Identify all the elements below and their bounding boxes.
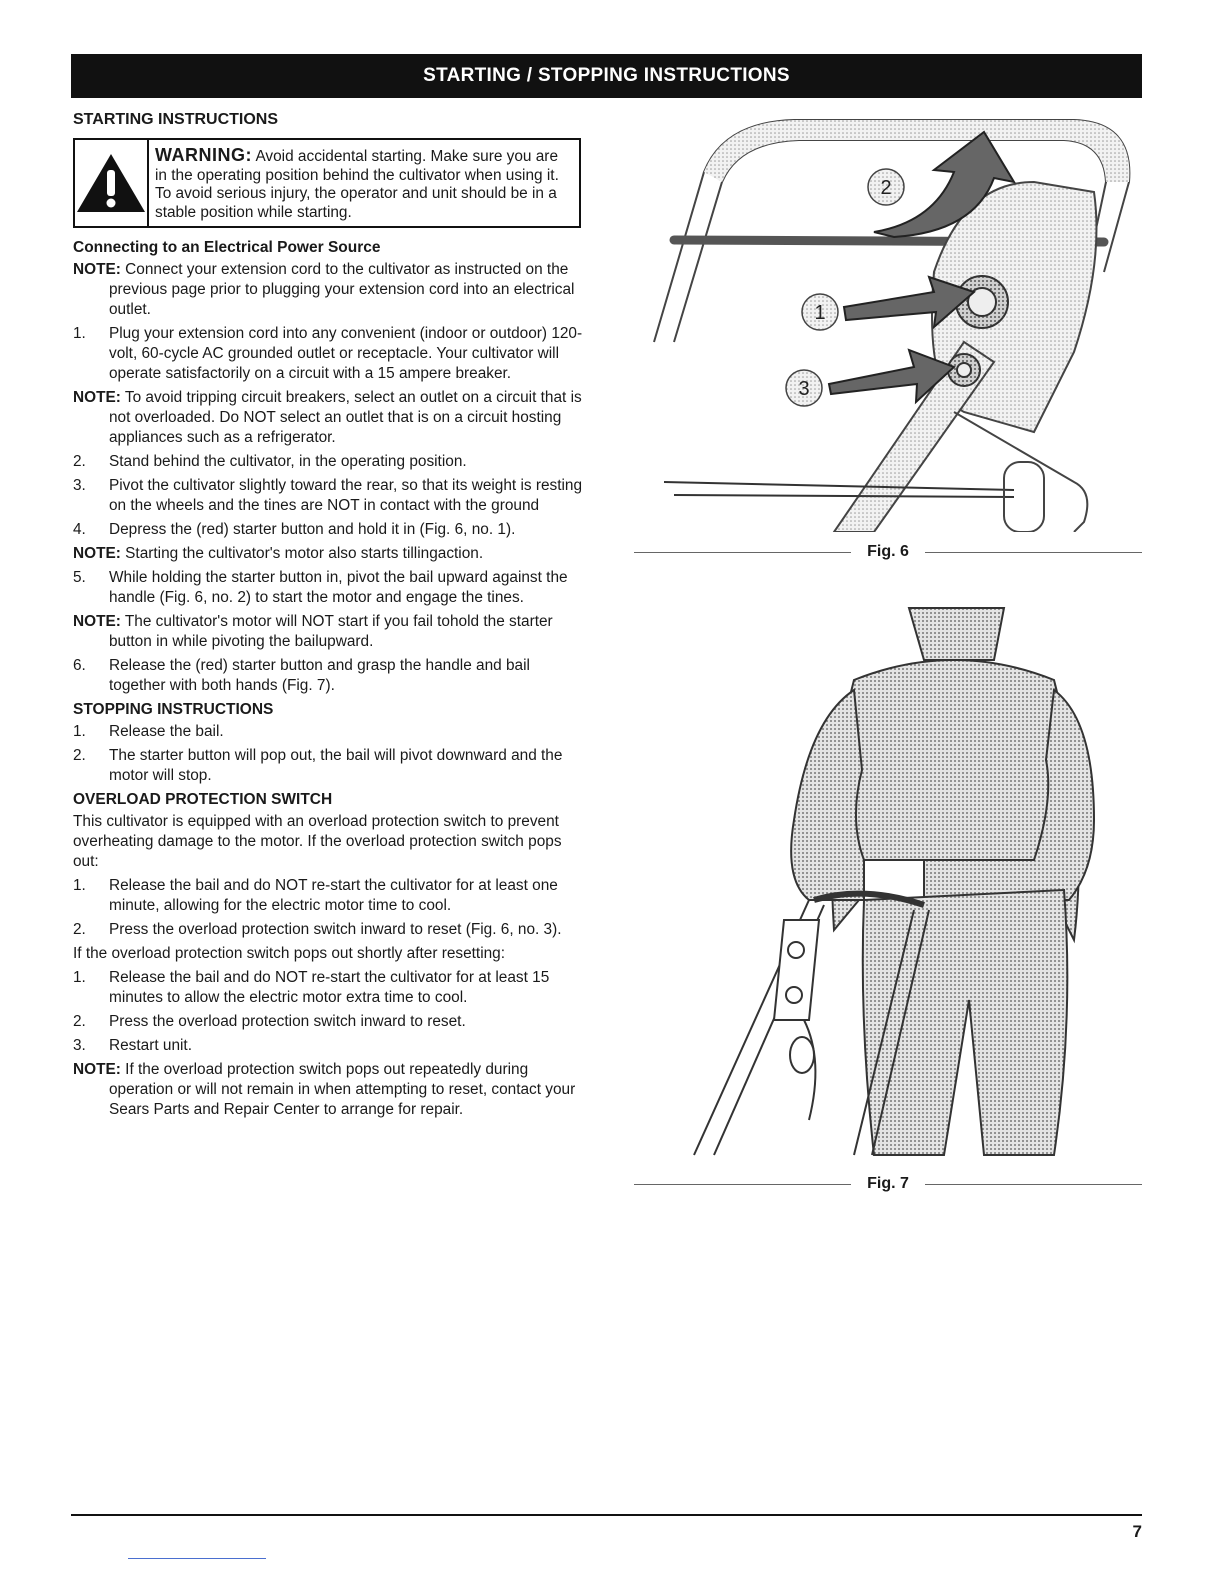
note-1: NOTE: Connect your extension cord to the cultivator as instructed on the previous page prior to plugging your extension cord into an electrical outlet. [73,261,575,318]
note-3: NOTE: Starting the cultivator's motor also starts tillingaction. [73,545,484,562]
overload-intro: This cultivator is equipped with an overload protection switch to prevent overheating damage to the motor. If the overload protection switch pops out: [73,813,562,870]
fig6-callout: 1 [814,302,826,324]
step-6: 6. Release the (red) starter button and grasp the handle and bail together with both hands (Fig. 7). [73,657,530,694]
footer-rule [71,1514,1142,1516]
fig7-illustration [634,600,1142,1160]
overload-step-1: 1. Release the bail and do NOT re-start the cultivator for at least one minute, allowing for the electric motor time to cool. [73,877,558,914]
stop-step-2: 2. The starter button will pop out, the bail will pivot downward and the motor will stop. [73,747,563,784]
stopping-heading: STOPPING INSTRUCTIONS [73,701,274,718]
bottom-link-line [128,1558,266,1559]
note-4: NOTE: The cultivator's motor will NOT start if you fail tohold the starter button in while pivoting the bailupward. [73,613,553,650]
warning-label: WARNING: [155,145,252,165]
left-column [73,110,583,1124]
fig6-callout: 3 [798,378,810,400]
overload-step-4: 2. Press the overload protection switch inward to reset. [73,1013,466,1030]
step-3: 3. Pivot the cultivator slightly toward the rear, so that its weight is resting on the wheels and the tines are NOT in contact with the ground [73,477,583,514]
fig6-callout: 2 [880,177,892,199]
step-5: 5. While holding the starter button in, pivot the bail upward against the handle (Fig. 6, no. 2) to start the motor and engage the tines. [73,569,568,606]
overload-heading: OVERLOAD PROTECTION SWITCH [73,791,333,808]
fig6-caption: Fig. 6 [867,543,909,560]
step-2: 2. Stand behind the cultivator, in the operating position. [73,453,467,470]
fig6-caption-row [634,542,1142,562]
fig7-caption: Fig. 7 [867,1175,909,1192]
warning-text [149,140,579,226]
overload-step-3: 1. Release the bail and do NOT re-start the cultivator for at least 15 minutes to allow the electric motor extra time to cool. [73,969,550,1006]
overload-step-5: 3. Restart unit. [73,1037,192,1054]
overload-step-2: 2. Press the overload protection switch inward to reset (Fig. 6, no. 3). [73,921,562,938]
warning-body: Avoid accidental starting. Make sure you are in the operating position behind the cultivator when using it. To avoid serious injury, the operator and unit should be in a stable position while starting. [155,148,559,221]
fig6-illustration [634,112,1142,532]
warning-box [73,138,581,228]
warning-triangle-icon [75,140,149,226]
section-banner: STARTING / STOPPING INSTRUCTIONS [71,54,1142,98]
note-2: NOTE: To avoid tripping circuit breakers, select an outlet on a circuit that is not overloaded. Do NOT select an outlet that is on a circuit hosting appliances such as a refrigerator. [73,389,582,446]
note-5: NOTE: If the overload protection switch pops out repeatedly during operation or will not remain in when attempting to reset, contact your Sears Parts and Repair Center to arrange for repair. [73,1061,576,1118]
stop-step-1: 1. Release the bail. [73,723,224,740]
step-1: 1. Plug your extension cord into any convenient (indoor or outdoor) 120-volt, 60-cycle AC grounded outlet or receptacle. Your cultivator will operate satisfactorily on a circuit with a 15 ampere breaker. [73,325,583,382]
overload-intro-2: If the overload protection switch pops out shortly after resetting: [73,945,506,962]
page-number: 7 [1132,1522,1142,1541]
starting-heading: STARTING INSTRUCTIONS [73,111,279,128]
fig7-caption-row [634,1174,1142,1194]
step-4: 4. Depress the (red) starter button and hold it in (Fig. 6, no. 1). [73,521,516,538]
power-heading: Connecting to an Electrical Power Source [73,239,381,256]
